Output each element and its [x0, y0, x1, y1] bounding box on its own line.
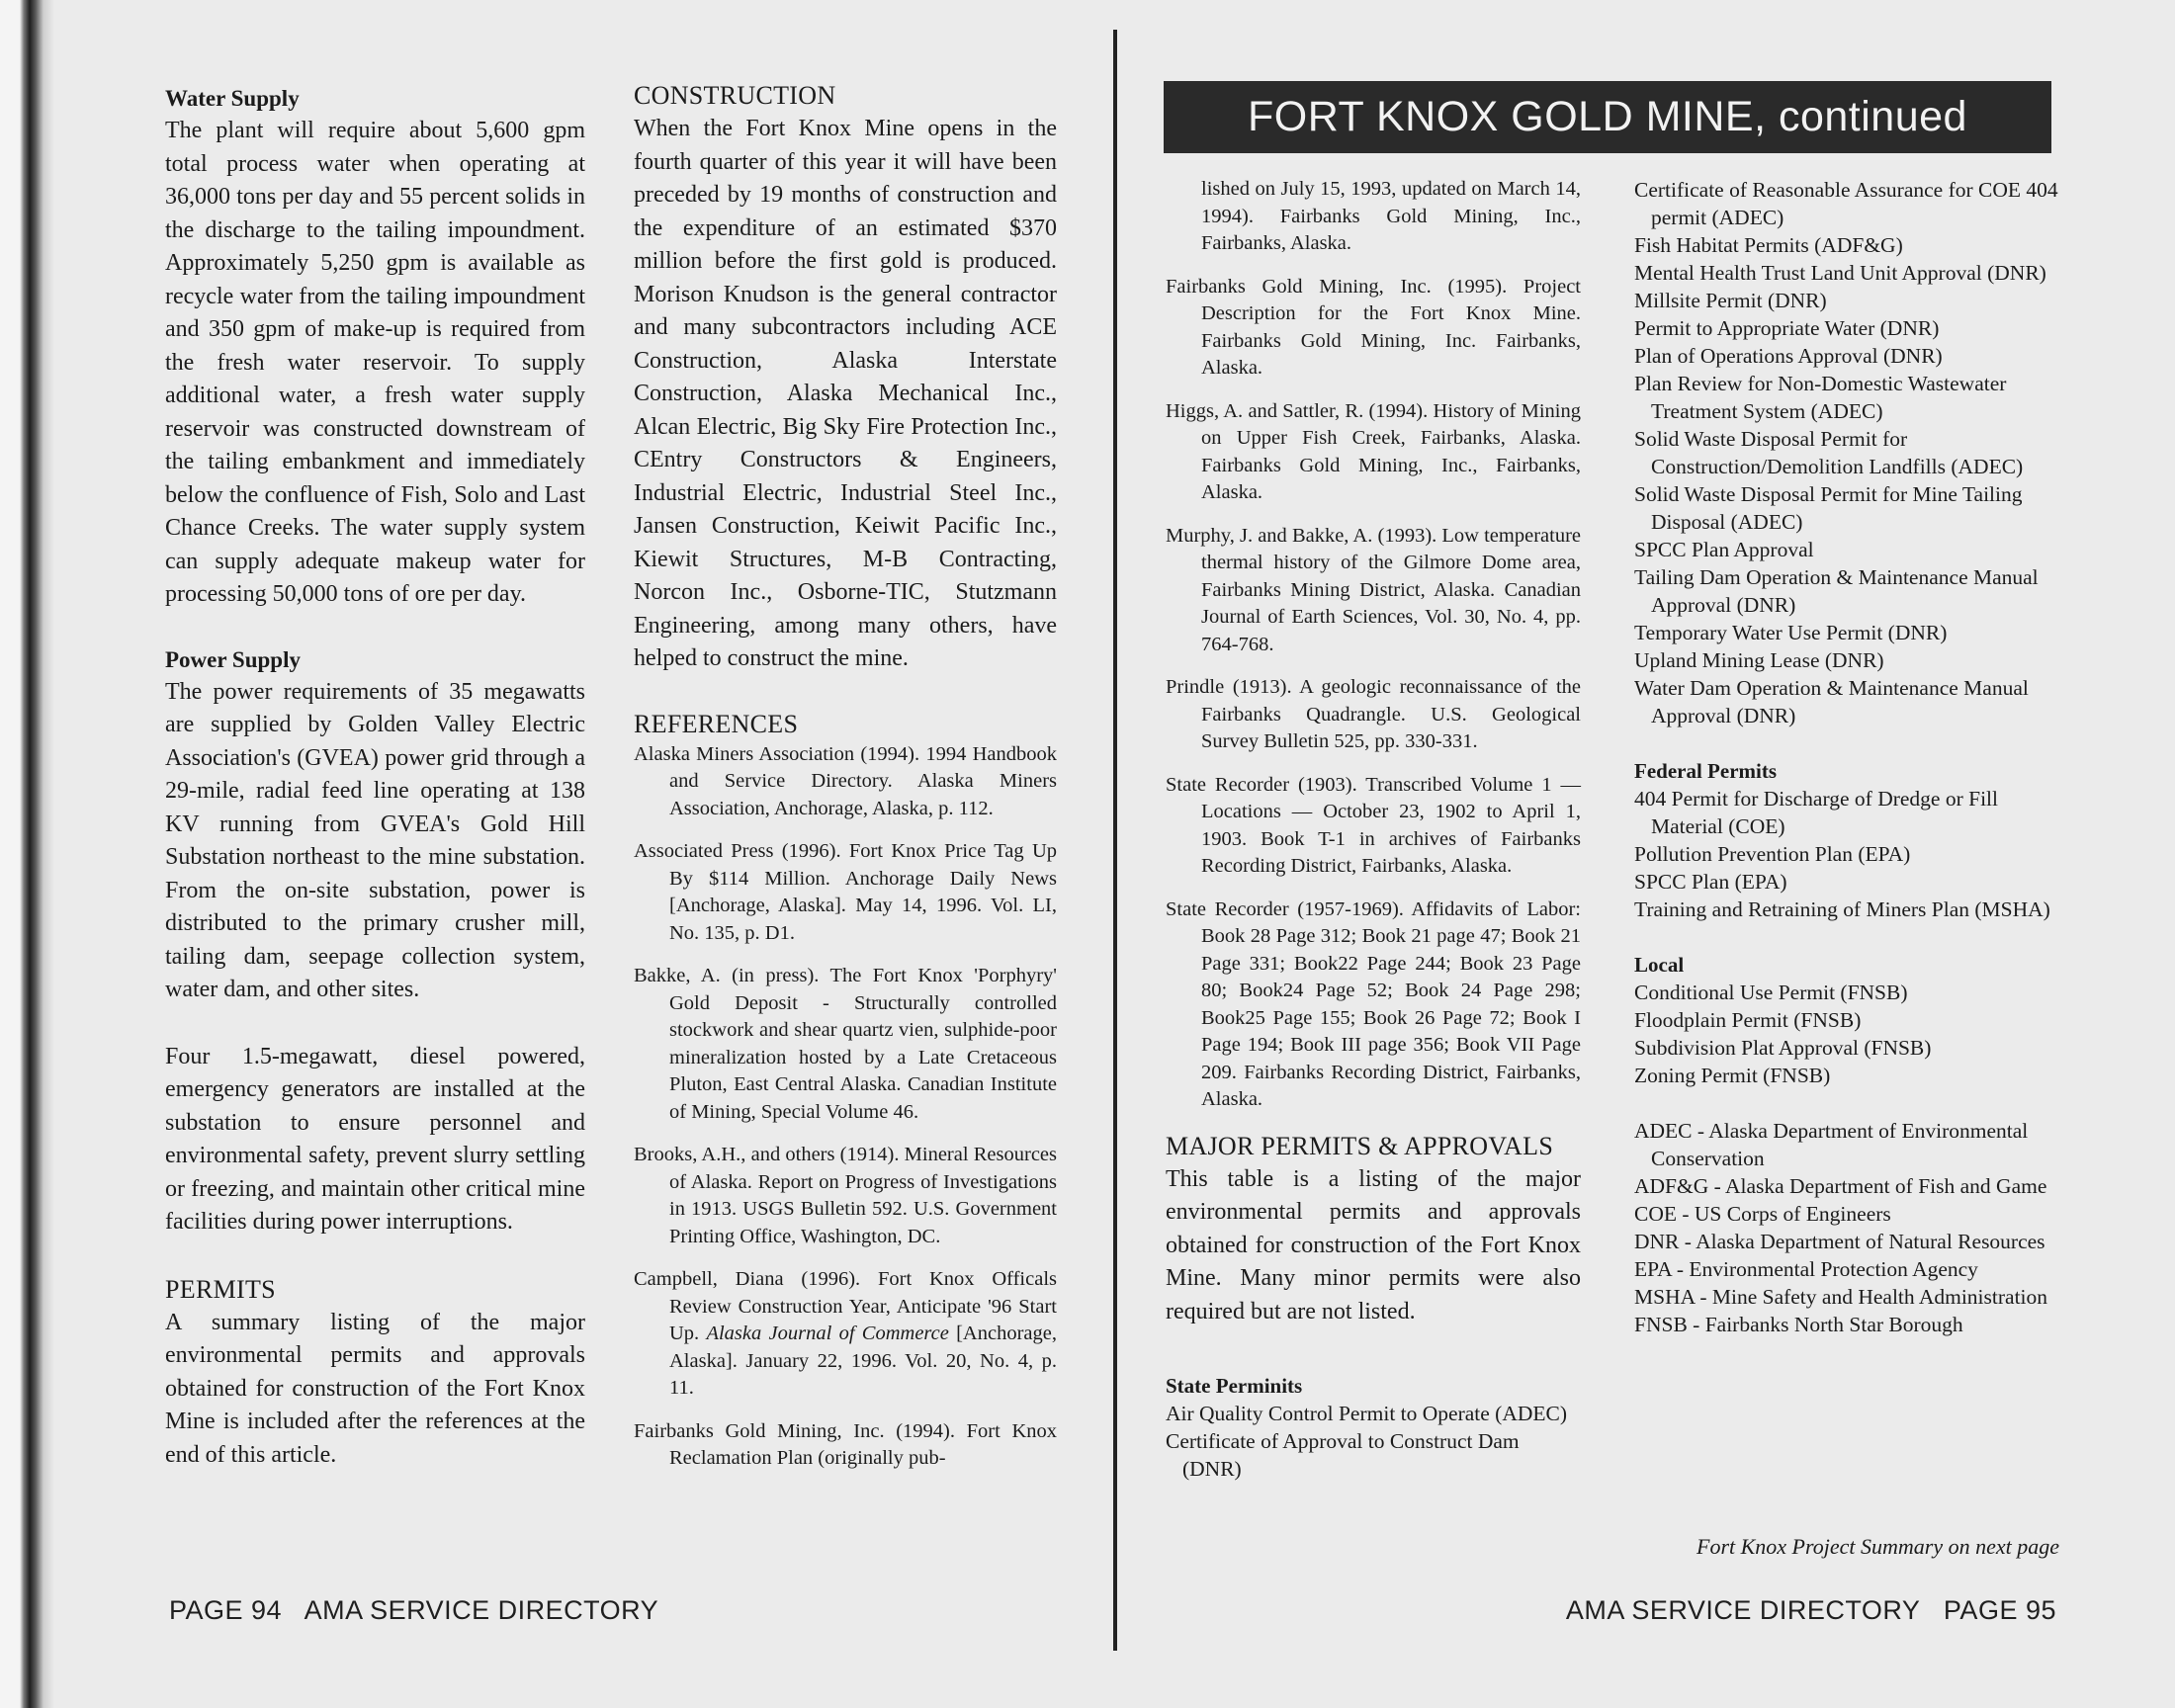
campbell-citation-start: Campbell, Diana (1996). Fort Knox Officals Review Construction Year, Anticipate '96 Start Up. [634, 1268, 1057, 1344]
abbreviation-item: DNR - Alaska Department of Natural Resources [1634, 1230, 2045, 1253]
left-page-column-2 [634, 79, 1057, 1489]
scan-binding-edge [0, 0, 54, 1708]
permit-item: Plan Review for Non-Domestic Wastewater Treatment System (ADEC) [1634, 372, 2007, 423]
reference-item: State Recorder (1957-1969). Affidavits of Labor: Book 28 Page 312; Book 21 page 47; Book 21 Page 331; Book22 Page 244; Book 23 Page 80; Book24 Page 52; Book 24 Page 298; Book25 Page 155; Book 26 Page 72; Book I Page 194; Book III page 356; Book VII Page 209. Fairbanks Recording District, Fairbanks, Alaska. [1166, 897, 1581, 1110]
reference-item: Brooks, A.H., and others (1914). Mineral Resources of Alaska. Report on Progress of Investigations in 1913. USGS Bulletin 592. U.S. Government Printing Office, Washington, DC. [634, 1144, 1057, 1247]
permit-item: Zoning Permit (FNSB) [1634, 1064, 1831, 1087]
power-supply-heading: Power Supply [165, 646, 301, 672]
permit-item: Certificate of Reasonable Assurance for COE 404 permit (ADEC) [1634, 178, 2058, 229]
right-page-column-4 [1634, 176, 2059, 1338]
reference-item: Fairbanks Gold Mining, Inc. (1994). Fort Knox Reclamation Plan (originally pub- [634, 1419, 1057, 1469]
major-permits-text: This table is a listing of the major environmental permits and approvals obtained for construction of the Fort Knox Mine. Many minor permits were also required but are not listed. [1166, 1165, 1581, 1324]
permit-item: 404 Permit for Discharge of Dredge or Fill Material (COE) [1634, 787, 1999, 838]
abbreviation-item: COE - US Corps of Engineers [1634, 1202, 1891, 1226]
permit-item: Water Dam Operation & Maintenance Manual Approval (DNR) [1634, 676, 2029, 727]
campbell-citation-end: [Anchorage, Alaska]. January 22, 1996. Vol. 20, No. 4, p. 11. [669, 1323, 1057, 1399]
water-supply-text: The plant will require about 5,600 gpm total process water when operating at 36,000 tons per day and 55 percent solids in the discharge to the tailing impoundment. Approximately 5,250 gpm is available as recycle water from the tailing impoundment and 350 gpm of make-up is required from the fresh water reservoir. To supply additional water, a fresh water supply reservoir was constructed downstream of the tailing embankment and immediately below the confluence of Fish, Solo and Last Chance Creeks. The water supply system can supply adequate makeup water for processing 50,000 tons of ore per day. [165, 118, 585, 607]
permit-item: Solid Waste Disposal Permit for Construction/Demolition Landfills (ADEC) [1634, 427, 2024, 478]
permit-item: Permit to Appropriate Water (DNR) [1634, 316, 1940, 340]
reference-item: Prindle (1913). A geologic reconnaissance of the Fairbanks Quadrangle. U.S. Geological Survey Bulletin 525, pp. 330-331. [1166, 676, 1581, 752]
left-page-footer: PAGE 94 AMA SERVICE DIRECTORY [169, 1595, 659, 1625]
reference-continuation: lished on July 15, 1993, updated on March 14, 1994). Fairbanks Gold Mining, Inc., Fairbanks, Alaska. [1201, 178, 1581, 254]
reference-item: Higgs, A. and Sattler, R. (1994). History of Mining on Upper Fish Creek, Fairbanks, Alaska. Fairbanks Gold Mining, Inc., Fairbanks, Alaska. [1166, 399, 1581, 503]
abbreviation-list [1634, 1117, 2059, 1338]
reference-item: Murphy, J. and Bakke, A. (1993). Low temperature thermal history of the Gilmore Dome area, Fairbanks Mining District, Alaska. Canadian Journal of Earth Sciences, Vol. 30, No. 4, pp. 764-768. [1166, 524, 1581, 655]
permit-item: Conditional Use Permit (FNSB) [1634, 981, 1908, 1004]
permit-item: Mental Health Trust Land Unit Approval (DNR) [1634, 261, 2046, 285]
state-permits-heading: State Perminits [1166, 1374, 1303, 1398]
permit-item: Pollution Prevention Plan (EPA) [1634, 842, 1911, 866]
left-page-column-1 [165, 82, 585, 1472]
permit-item: Tailing Dam Operation & Maintenance Manual Approval (DNR) [1634, 565, 2039, 617]
permit-item: Temporary Water Use Permit (DNR) [1634, 621, 1948, 644]
abbreviation-item: ADF&G - Alaska Department of Fish and Game [1634, 1174, 2047, 1198]
local-permits-heading: Local [1634, 953, 1685, 977]
abbreviation-item: FNSB - Fairbanks North Star Borough [1634, 1313, 1963, 1336]
permit-item: Floodplain Permit (FNSB) [1634, 1008, 1862, 1032]
abbreviation-item: ADEC - Alaska Department of Environmental Conservation [1634, 1119, 2029, 1170]
page-gutter-line [1113, 30, 1117, 1651]
construction-heading: CONSTRUCTION [634, 81, 836, 110]
power-supply-text: The power requirements of 35 megawatts are supplied by Golden Valley Electric Association's (GVEA) power grid through a 29-mile, radial feed line operating at 138 KV running from GVEA's Gold Hill Substation northeast to the mine substation. From the on-site substation, power is distributed to the primary crusher mill, tailing dam, seepage collection system, water dam, and other sites. [165, 678, 585, 1002]
page-banner-title: FORT KNOX GOLD MINE, continued [1164, 81, 2051, 153]
permits-text: A summary listing of the major environmental permits and approvals obtained for construction of the Fort Knox Mine is included after the references at the end of this article. [165, 1309, 585, 1468]
water-supply-heading: Water Supply [165, 86, 300, 111]
permit-item: Solid Waste Disposal Permit for Mine Tailing Disposal (ADEC) [1634, 482, 2023, 534]
reference-item: State Recorder (1903). Transcribed Volume 1 — Locations — October 23, 1902 to April 1, 1903. Book T-1 in archives of Fairbanks Recording District, Fairbanks, Alaska. [1166, 773, 1581, 877]
permit-item: Plan of Operations Approval (DNR) [1634, 344, 1943, 368]
permit-item: SPCC Plan (EPA) [1634, 870, 1787, 894]
permit-item: Subdivision Plat Approval (FNSB) [1634, 1036, 1932, 1060]
reference-item: Fairbanks Gold Mining, Inc. (1995). Project Description for the Fort Knox Mine. Fairbanks Gold Mining, Inc. Fairbanks, Alaska. [1166, 275, 1581, 379]
reference-item: Alaska Miners Association (1994). 1994 Handbook and Service Directory. Alaska Miners Association, Anchorage, Alaska, p. 112. [634, 742, 1057, 819]
permit-item: Air Quality Control Permit to Operate (ADEC) [1166, 1402, 1568, 1425]
permits-heading: PERMITS [165, 1274, 276, 1304]
reference-item: Bakke, A. (in press). The Fort Knox 'Porphyry' Gold Deposit - Structurally controlled stockwork and shear quartz vien, sulphide-poor mineralization hosted by a Late Cretaceous Pluton, East Central Alaska. Canadian Institute of Mining, Special Volume 46. [634, 965, 1057, 1123]
abbreviation-item: MSHA - Mine Safety and Health Administration [1634, 1285, 2048, 1309]
generators-text: Four 1.5-megawatt, diesel powered, emergency generators are installed at the substation to ensure personnel and environmental safety, prevent slurry settling or freezing, and maintain other critical mine facilities during power interruptions. [165, 1043, 585, 1235]
abbreviation-item: EPA - Environmental Protection Agency [1634, 1257, 1978, 1281]
right-page-column-3 [1166, 176, 1581, 1483]
permit-item: Upland Mining Lease (DNR) [1634, 648, 1884, 672]
permit-item: Training and Retraining of Miners Plan (MSHA) [1634, 897, 2050, 921]
campbell-journal-title: Alaska Journal of Commerce [706, 1323, 949, 1344]
construction-text: When the Fort Knox Mine opens in the fourth quarter of this year it will have been preceded by 19 months of construction and the expenditure of an estimated $370 million before the first gold is produced. Morison Knudson is the general contractor and many subcontractors including ACE Construction, Alaska Interstate Construction, Alaska Mechanical Inc., Alcan Electric, Big Sky Fire Protection Inc., CEntry Constructors & Engineers, Industrial Electric, Industrial Steel Inc., Jansen Construction, Keiwit Pacific Inc., Kiewit Structures, M-B Contracting, Norcon Inc., Osborne-TIC, Stutzmann Engineering, among many others, have helped to construct the mine. [634, 116, 1057, 671]
references-heading: REFERENCES [634, 709, 799, 738]
permit-item: SPCC Plan Approval [1634, 538, 1814, 561]
right-page-footer: AMA SERVICE DIRECTORY PAGE 95 [1565, 1595, 2056, 1625]
permit-item: Certificate of Approval to Construct Dam (DNR) [1166, 1429, 1520, 1481]
permit-item: Fish Habitat Permits (ADF&G) [1634, 233, 1903, 257]
next-page-note: Fort Knox Project Summary on next page [1696, 1534, 2059, 1559]
major-permits-heading: MAJOR PERMITS & APPROVALS [1166, 1131, 1554, 1160]
permit-item: Millsite Permit (DNR) [1634, 289, 1827, 312]
reference-item-campbell [634, 1266, 1057, 1403]
federal-permits-heading: Federal Permits [1634, 759, 1778, 783]
reference-item: Associated Press (1996). Fort Knox Price Tag Up By $114 Million. Anchorage Daily News [Anchorage, Alaska]. May 14, 1996. Vol. LI, No. 135, p. D1. [634, 840, 1057, 944]
